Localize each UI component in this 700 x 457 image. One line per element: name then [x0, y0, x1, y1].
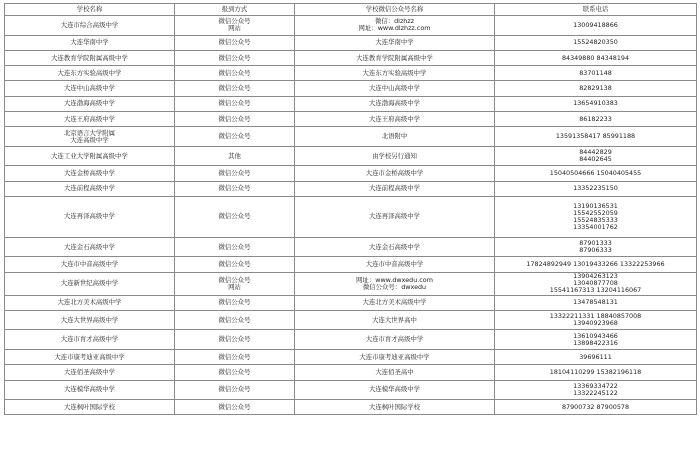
- phone-cell: 13610943466 13898422316: [495, 330, 697, 350]
- school-name-cell: 北京语言大学附属 大连高级中学: [5, 127, 175, 147]
- school-name-cell: 大连中山高级中学: [5, 81, 175, 96]
- phone-cell: 84349880 84348194: [495, 50, 697, 65]
- phone-cell: 13352235150: [495, 181, 697, 196]
- table-row: [5, 400, 697, 415]
- table-row: [5, 50, 697, 65]
- table-body: [5, 16, 697, 415]
- school-name-cell: 大连金桥高级中学: [5, 166, 175, 181]
- phone-cell: 15040504666 15040405455: [495, 166, 697, 181]
- phone-cell: 13322211331 18840857008 13940923968: [495, 310, 697, 330]
- report-method-cell: 其他: [175, 146, 295, 166]
- report-method-cell: 微信公众号: [175, 349, 295, 364]
- wechat-account-cell: 大连前程高级中学: [295, 181, 495, 196]
- header-report-method: 报到方式: [175, 4, 295, 16]
- school-name-cell: 大连枫叶国际学校: [5, 400, 175, 415]
- table-row: [5, 365, 697, 380]
- table-row: [5, 66, 697, 81]
- report-method-cell: 微信公众号: [175, 237, 295, 257]
- table-row: [5, 380, 697, 400]
- school-name-cell: 大连金石高级中学: [5, 237, 175, 257]
- phone-cell: 13591358417 85991188: [495, 127, 697, 147]
- phone-cell: 18104110299 15382196118: [495, 365, 697, 380]
- school-name-cell: 大连渤海高级中学: [5, 96, 175, 111]
- wechat-account-cell: 大连市中音高级中学: [295, 257, 495, 272]
- phone-cell: 13904263123 13040877708 15541167313 13204116067: [495, 272, 697, 295]
- wechat-account-cell: 微信：dlzhzz 网址：www.dlzhzz.com: [295, 16, 495, 36]
- school-name-cell: 大连市育才高级中学: [5, 330, 175, 350]
- table-row: [5, 146, 697, 166]
- phone-cell: 13190136531 15542552059 15524835333 13354001762: [495, 196, 697, 237]
- wechat-account-cell: 大连教育学院附属高级中学: [295, 50, 495, 65]
- phone-cell: 87901333 87906333: [495, 237, 697, 257]
- report-method-cell: 微信公众号: [175, 400, 295, 415]
- school-name-cell: 大连新世纪高级中学: [5, 272, 175, 295]
- report-method-cell: 微信公众号: [175, 365, 295, 380]
- wechat-account-cell: 大连北方美术高级中学: [295, 295, 495, 310]
- report-method-cell: 微信公众号: [175, 127, 295, 147]
- report-method-cell: 微信公众号: [175, 81, 295, 96]
- table-row: [5, 96, 697, 111]
- report-method-cell: 微信公众号: [175, 166, 295, 181]
- report-method-cell: 微信公众号: [175, 196, 295, 237]
- school-name-cell: 大连市综合高级中学: [5, 16, 175, 36]
- school-name-cell: 大连佰圣高级中学: [5, 365, 175, 380]
- school-name-cell: 大连大世界高级中学: [5, 310, 175, 330]
- header-phone: 联系电话: [495, 4, 697, 16]
- report-method-cell: 微信公众号: [175, 310, 295, 330]
- table-row: [5, 310, 697, 330]
- wechat-account-cell: 大连中山高级中学: [295, 81, 495, 96]
- wechat-account-cell: 北语附中: [295, 127, 495, 147]
- school-name-cell: 大连前程高级中学: [5, 181, 175, 196]
- school-name-cell: 大连东方实验高级中学: [5, 66, 175, 81]
- table-row: [5, 181, 697, 196]
- school-name-cell: 大连市康考迪亚高级中学: [5, 349, 175, 364]
- wechat-account-cell: 网址：www.dwxedu.com 微信公众号：dwxedu: [295, 272, 495, 295]
- table-row: [5, 196, 697, 237]
- report-method-cell: 微信公众号: [175, 295, 295, 310]
- wechat-account-cell: 大连市金桥高级中学: [295, 166, 495, 181]
- phone-cell: 13009418866: [495, 16, 697, 36]
- phone-cell: 82829138: [495, 81, 697, 96]
- wechat-account-cell: 大连市育才高级中学: [295, 330, 495, 350]
- header-wechat-account: 学校微信公众号名称: [295, 4, 495, 16]
- table-row: [5, 166, 697, 181]
- table-row: [5, 295, 697, 310]
- wechat-account-cell: 大连枫叶国际学校: [295, 400, 495, 415]
- report-method-cell: 微信公众号: [175, 35, 295, 50]
- school-name-cell: 大连工业大学附属高级中学: [5, 146, 175, 166]
- table-row: [5, 16, 697, 36]
- wechat-account-cell: 大连王府高级中学: [295, 111, 495, 126]
- table-row: [5, 111, 697, 126]
- wechat-account-cell: 大连大世界高中: [295, 310, 495, 330]
- school-name-cell: 大连模华高级中学: [5, 380, 175, 400]
- school-registration-table: [4, 3, 697, 415]
- wechat-account-cell: 大连模华高级中学: [295, 380, 495, 400]
- table-header-row: [5, 4, 697, 16]
- wechat-account-cell: 大连华南中学: [295, 35, 495, 50]
- school-name-cell: 大连北方美术高级中学: [5, 295, 175, 310]
- school-name-cell: 大连市中音高级中学: [5, 257, 175, 272]
- table-row: [5, 349, 697, 364]
- report-method-cell: 微信公众号: [175, 181, 295, 196]
- report-method-cell: 微信公众号: [175, 96, 295, 111]
- phone-cell: 39696111: [495, 349, 697, 364]
- report-method-cell: 微信公众号 网站: [175, 16, 295, 36]
- phone-cell: 13654910383: [495, 96, 697, 111]
- report-method-cell: 微信公众号: [175, 66, 295, 81]
- school-name-cell: 大连教育学院附属高级中学: [5, 50, 175, 65]
- report-method-cell: 微信公众号 网站: [175, 272, 295, 295]
- table-row: [5, 127, 697, 147]
- phone-cell: 84442829 84402645: [495, 146, 697, 166]
- wechat-account-cell: 大连佰圣高中: [295, 365, 495, 380]
- school-name-cell: 大连再泽高级中学: [5, 196, 175, 237]
- table-row: [5, 272, 697, 295]
- report-method-cell: 微信公众号: [175, 330, 295, 350]
- wechat-account-cell: 大连金石高级中学: [295, 237, 495, 257]
- phone-cell: 87900732 87900578: [495, 400, 697, 415]
- phone-cell: 17824892949 13019433266 13322253966: [495, 257, 697, 272]
- report-method-cell: 微信公众号: [175, 111, 295, 126]
- wechat-account-cell: 大连东方实验高级中学: [295, 66, 495, 81]
- wechat-account-cell: 由学校另行通知: [295, 146, 495, 166]
- school-name-cell: 大连王府高级中学: [5, 111, 175, 126]
- phone-cell: 13478548131: [495, 295, 697, 310]
- school-name-cell: 大连华南中学: [5, 35, 175, 50]
- table-row: [5, 81, 697, 96]
- table-row: [5, 257, 697, 272]
- wechat-account-cell: 大连渤海高级中学: [295, 96, 495, 111]
- table-row: [5, 330, 697, 350]
- wechat-account-cell: 大连市康考迪亚高级中学: [295, 349, 495, 364]
- phone-cell: 83701148: [495, 66, 697, 81]
- phone-cell: 15524820350: [495, 35, 697, 50]
- header-school-name: 学校名称: [5, 4, 175, 16]
- table-row: [5, 35, 697, 50]
- report-method-cell: 微信公众号: [175, 257, 295, 272]
- phone-cell: 13369334722 13322245122: [495, 380, 697, 400]
- phone-cell: 86182233: [495, 111, 697, 126]
- report-method-cell: 微信公众号: [175, 380, 295, 400]
- report-method-cell: 微信公众号: [175, 50, 295, 65]
- table-row: [5, 237, 697, 257]
- wechat-account-cell: 大连再泽高级中学: [295, 196, 495, 237]
